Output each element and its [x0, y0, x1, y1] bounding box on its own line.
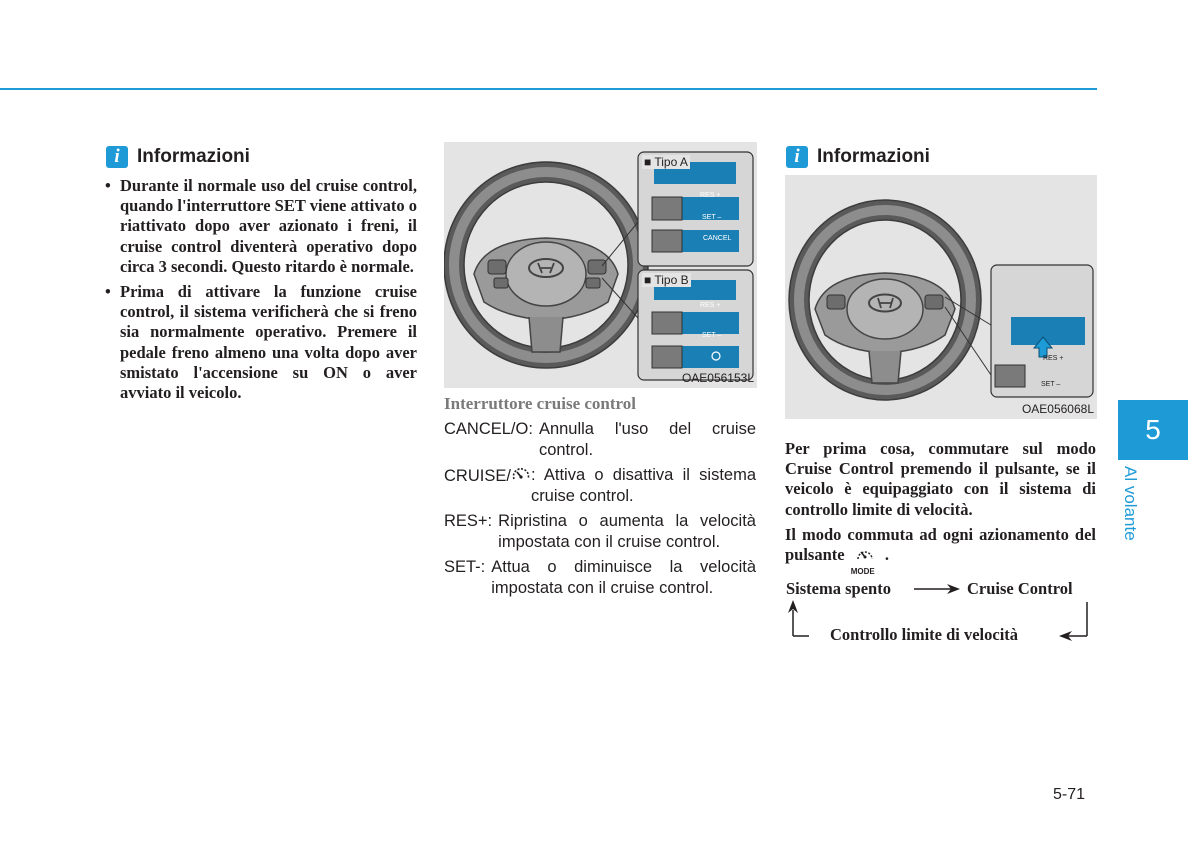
info-icon: i — [786, 146, 808, 168]
definition-desc: Attua o diminuisce la velocità impostata con il cruise control. — [491, 558, 756, 597]
paragraph-2: Il modo commuta ad ogni azionamento del pulsante MODE . — [785, 525, 1096, 568]
info-header-right — [786, 146, 930, 168]
definition-item — [444, 557, 756, 598]
cruise-speedometer-icon — [511, 465, 531, 485]
page-number: 5-71 — [1053, 786, 1086, 803]
type-a-label: ■ Tipo A — [644, 155, 688, 169]
res-label: RES + — [700, 192, 721, 199]
figure-caption: Interruttore cruise control — [444, 394, 636, 413]
mode-label: MODE — [850, 567, 875, 577]
header-rule — [0, 88, 1097, 90]
flow-state-limit: Controllo limite di velocità — [830, 625, 1019, 644]
definition-term: CRUISE/ — [444, 465, 531, 506]
info-bullet: • Durante il normale uso del cruise control, quando l'interruttore SET viene attivato o riattivato dopo aver azionato i freni, il cruise control diventerà operativo dopo circa 3 secondi. Questo ritardo è normale. — [103, 176, 417, 277]
mode-button-icon — [849, 548, 881, 577]
res-label: RES + — [1043, 355, 1064, 362]
info-bullet: • Prima di attivare la funzione cruise control, il sistema verificherà che si freno sia normalmente operativo. Premere il pedale freno almeno una volta dopo aver smistato l'accensione su ON o aver avviato il veicolo. — [103, 282, 417, 403]
paragraph-1: Per prima cosa, commutare sul modo Cruise Control premendo il pulsante, se il veicolo è equipaggiato con il sistema di controllo limite di velocità. — [785, 439, 1096, 519]
flow-state-cruise: Cruise Control — [967, 579, 1073, 598]
flow-state-off: Sistema spento — [786, 579, 891, 598]
definition-desc: Annulla l'uso del cruise control. — [538, 420, 756, 459]
definition-item — [444, 511, 756, 552]
set-label: SET – — [702, 214, 722, 221]
type-b-label: ■ Tipo B — [644, 273, 689, 287]
figure-code: OAE056153L — [681, 371, 754, 385]
set-label: SET – — [1041, 381, 1061, 388]
mode-button-figure — [785, 175, 1097, 419]
info-bullet-list — [103, 176, 417, 408]
chapter-title: Al volante — [1121, 466, 1140, 541]
chapter-tab: 5 — [1118, 400, 1188, 460]
definition-item — [444, 465, 756, 506]
cancel-label: CANCEL — [703, 235, 732, 242]
definition-term: RES+: — [444, 512, 493, 530]
arrow-right-icon — [913, 582, 961, 596]
definition-desc: Ripristina o aumenta la velocità impostata con il cruise control. — [498, 512, 756, 551]
definition-term: CANCEL/O: — [444, 420, 533, 438]
res-label: RES + — [700, 302, 721, 309]
steering-wheel-figure — [444, 142, 757, 388]
info-icon: i — [106, 146, 128, 168]
steering-wheel-illustration — [444, 142, 757, 388]
definition-item — [444, 419, 756, 460]
info-header-left — [106, 146, 250, 168]
definition-list — [444, 419, 756, 603]
figure-code: OAE056068L — [1021, 402, 1094, 416]
info-title: Informazioni — [137, 146, 250, 167]
set-label: SET – — [702, 332, 722, 339]
definition-desc: : Attiva o disattiva il sistema cruise control. — [530, 466, 756, 505]
info-title: Informazioni — [817, 146, 930, 167]
flow-connectors — [785, 600, 1097, 644]
definition-term: SET-: — [444, 558, 486, 576]
